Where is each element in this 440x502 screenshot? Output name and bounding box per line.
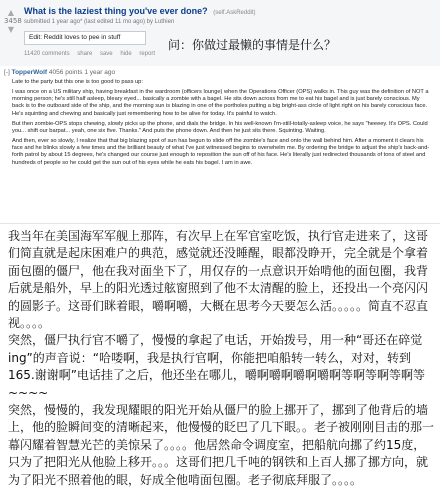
collapse-toggle[interactable]: [-] [4, 69, 10, 76]
post-edit-note: Edit: Reddit loves to pee in stuff [24, 31, 146, 45]
share-link[interactable]: share [77, 51, 93, 57]
save-link[interactable]: save [99, 51, 113, 57]
reddit-post [0, 0, 440, 66]
comment-author[interactable]: TopperWolf [11, 69, 48, 76]
comment-paragraph: I was once on a US military ship, having breakfast in the wardroom (officers lounge) when the Operations Officer (OPS) walks in. This guy was the definition of NOT a morning person; he's still half asleep, bleary eyed... basically a zombie with a bagel. He sits down across from me to eat his bagel and is just barely conscious. My back is to the outboard side of the ship, and the morning sun is blazing in one of the portholes putting a big bright-ass circle of light right on his barely conscious face. He's squinting and chewing and basically just remembering how to be alive for today. It's painful to watch. [12, 88, 429, 117]
chinese-translation [8, 228, 436, 489]
upvote-arrow-icon[interactable]: ▲ [7, 8, 15, 17]
comment-meta: 4056 points 1 year ago [48, 69, 116, 76]
post-title-text[interactable]: What is the laziest thing you've ever done? [24, 6, 208, 16]
comment-paragraph: And then, ever so slowly, I realize that that big blazing spot of sun has begun to slide off the zombie's face and onto the wall behind him. After a moment it clears his face and he blinks slowly a few times and the brilliant beauty of what I've just witnessed begins to overwhelm me. By ordering the bridge to adjust the ship's back-and-forth patrol by about 15 degrees, he's changed our course just enough to reposition the sun off of his face. He's literally just redirected thousands of tons of steel and hundreds of people so he could get the sun out of his eyes while he eats his bagel. I am in awe. [12, 137, 430, 166]
post-score: 3458 [4, 17, 22, 25]
vote-column [4, 8, 22, 34]
post-meta: submitted 1 year ago* (last edited 11 mo ago) by Luthien [24, 19, 175, 25]
post-actions [24, 51, 161, 57]
comment-body [12, 79, 432, 170]
reddit-screenshot [0, 0, 440, 223]
report-link[interactable]: report [139, 51, 156, 57]
translation-paragraph: 我当年在美国海军军舰上那阵，有次早上在军官室吃饭，执行官走进来了，这哥们简直就是起床困难户的典范，感觉就还没睡醒，眼都没睁开，完全就是个拿着面包圈的僵尸，他在我对面坐下了，用仅存的一点意识开始啃他的面包圈，我背后就是船外，早上的阳光透过舷窗照到了他不太清醒的脸上，还投出一个亮闪闪的圆影子。这哥们眯着眼，嚼啊嚼，大概在思考今天要怎么活。。。。。简直不忍直视。。。。 [8, 229, 429, 331]
comment-header [4, 69, 434, 78]
hide-link[interactable]: hide [120, 51, 132, 57]
translation-paragraph: 突然，慢慢的，我发现耀眼的阳光开始从僵尸的脸上挪开了，挪到了他背后的墙上，他的脸瞬间变的清晰起来，他慢慢的眨巴了几下眼。。老子被刚刚目击的那一幕闪耀着智慧光芒的美惊呆了。。。。他居然命令调度室，把船航向挪了约15度，只为了把阳光从他脸上移开。。。这哥们把几千吨的钢铁和上百人挪了挪方向，就为了阳光不照着他的眼，好成全他啃面包圈。老子彻底拜服了。。。。 [8, 403, 435, 487]
top-comment [4, 69, 434, 166]
comment-paragraph: Late to the party but this one is too good to pass up: [12, 79, 143, 85]
question-translation: 问：你做过最懒的事情是什么？ [168, 38, 337, 52]
section-divider [0, 223, 440, 224]
translation-paragraph: 突然，僵尸执行官不嚼了，慢慢的拿起了电话，开始拨号，用一种“哥还在碎觉ing”的声音说：“哈喽啊，我是执行官啊，你能把咱船转一转么，对对，转到165.谢谢啊”电话挂了之后，他还坐在哪儿，嚼啊嚼啊嚼啊嚼啊等啊等啊等啊等~~~~ [8, 333, 425, 400]
post-title[interactable] [24, 6, 256, 16]
comments-link[interactable]: 11420 comments [24, 51, 70, 57]
comment-paragraph: But then zombie-OPS stops chewing, slowly picks up the phone, and dials the bridge. In his well-known I'm-still-totally-asleep voice, he says "heeeey. It's OPS. Could you... shift our barpat... yeah, one six five. Thanks." And puts the phone down. And then he just sits there. Squinting. Waiting. [12, 120, 428, 134]
post-domain[interactable]: (self.AskReddit) [213, 10, 256, 16]
downvote-arrow-icon[interactable]: ▼ [7, 25, 15, 34]
